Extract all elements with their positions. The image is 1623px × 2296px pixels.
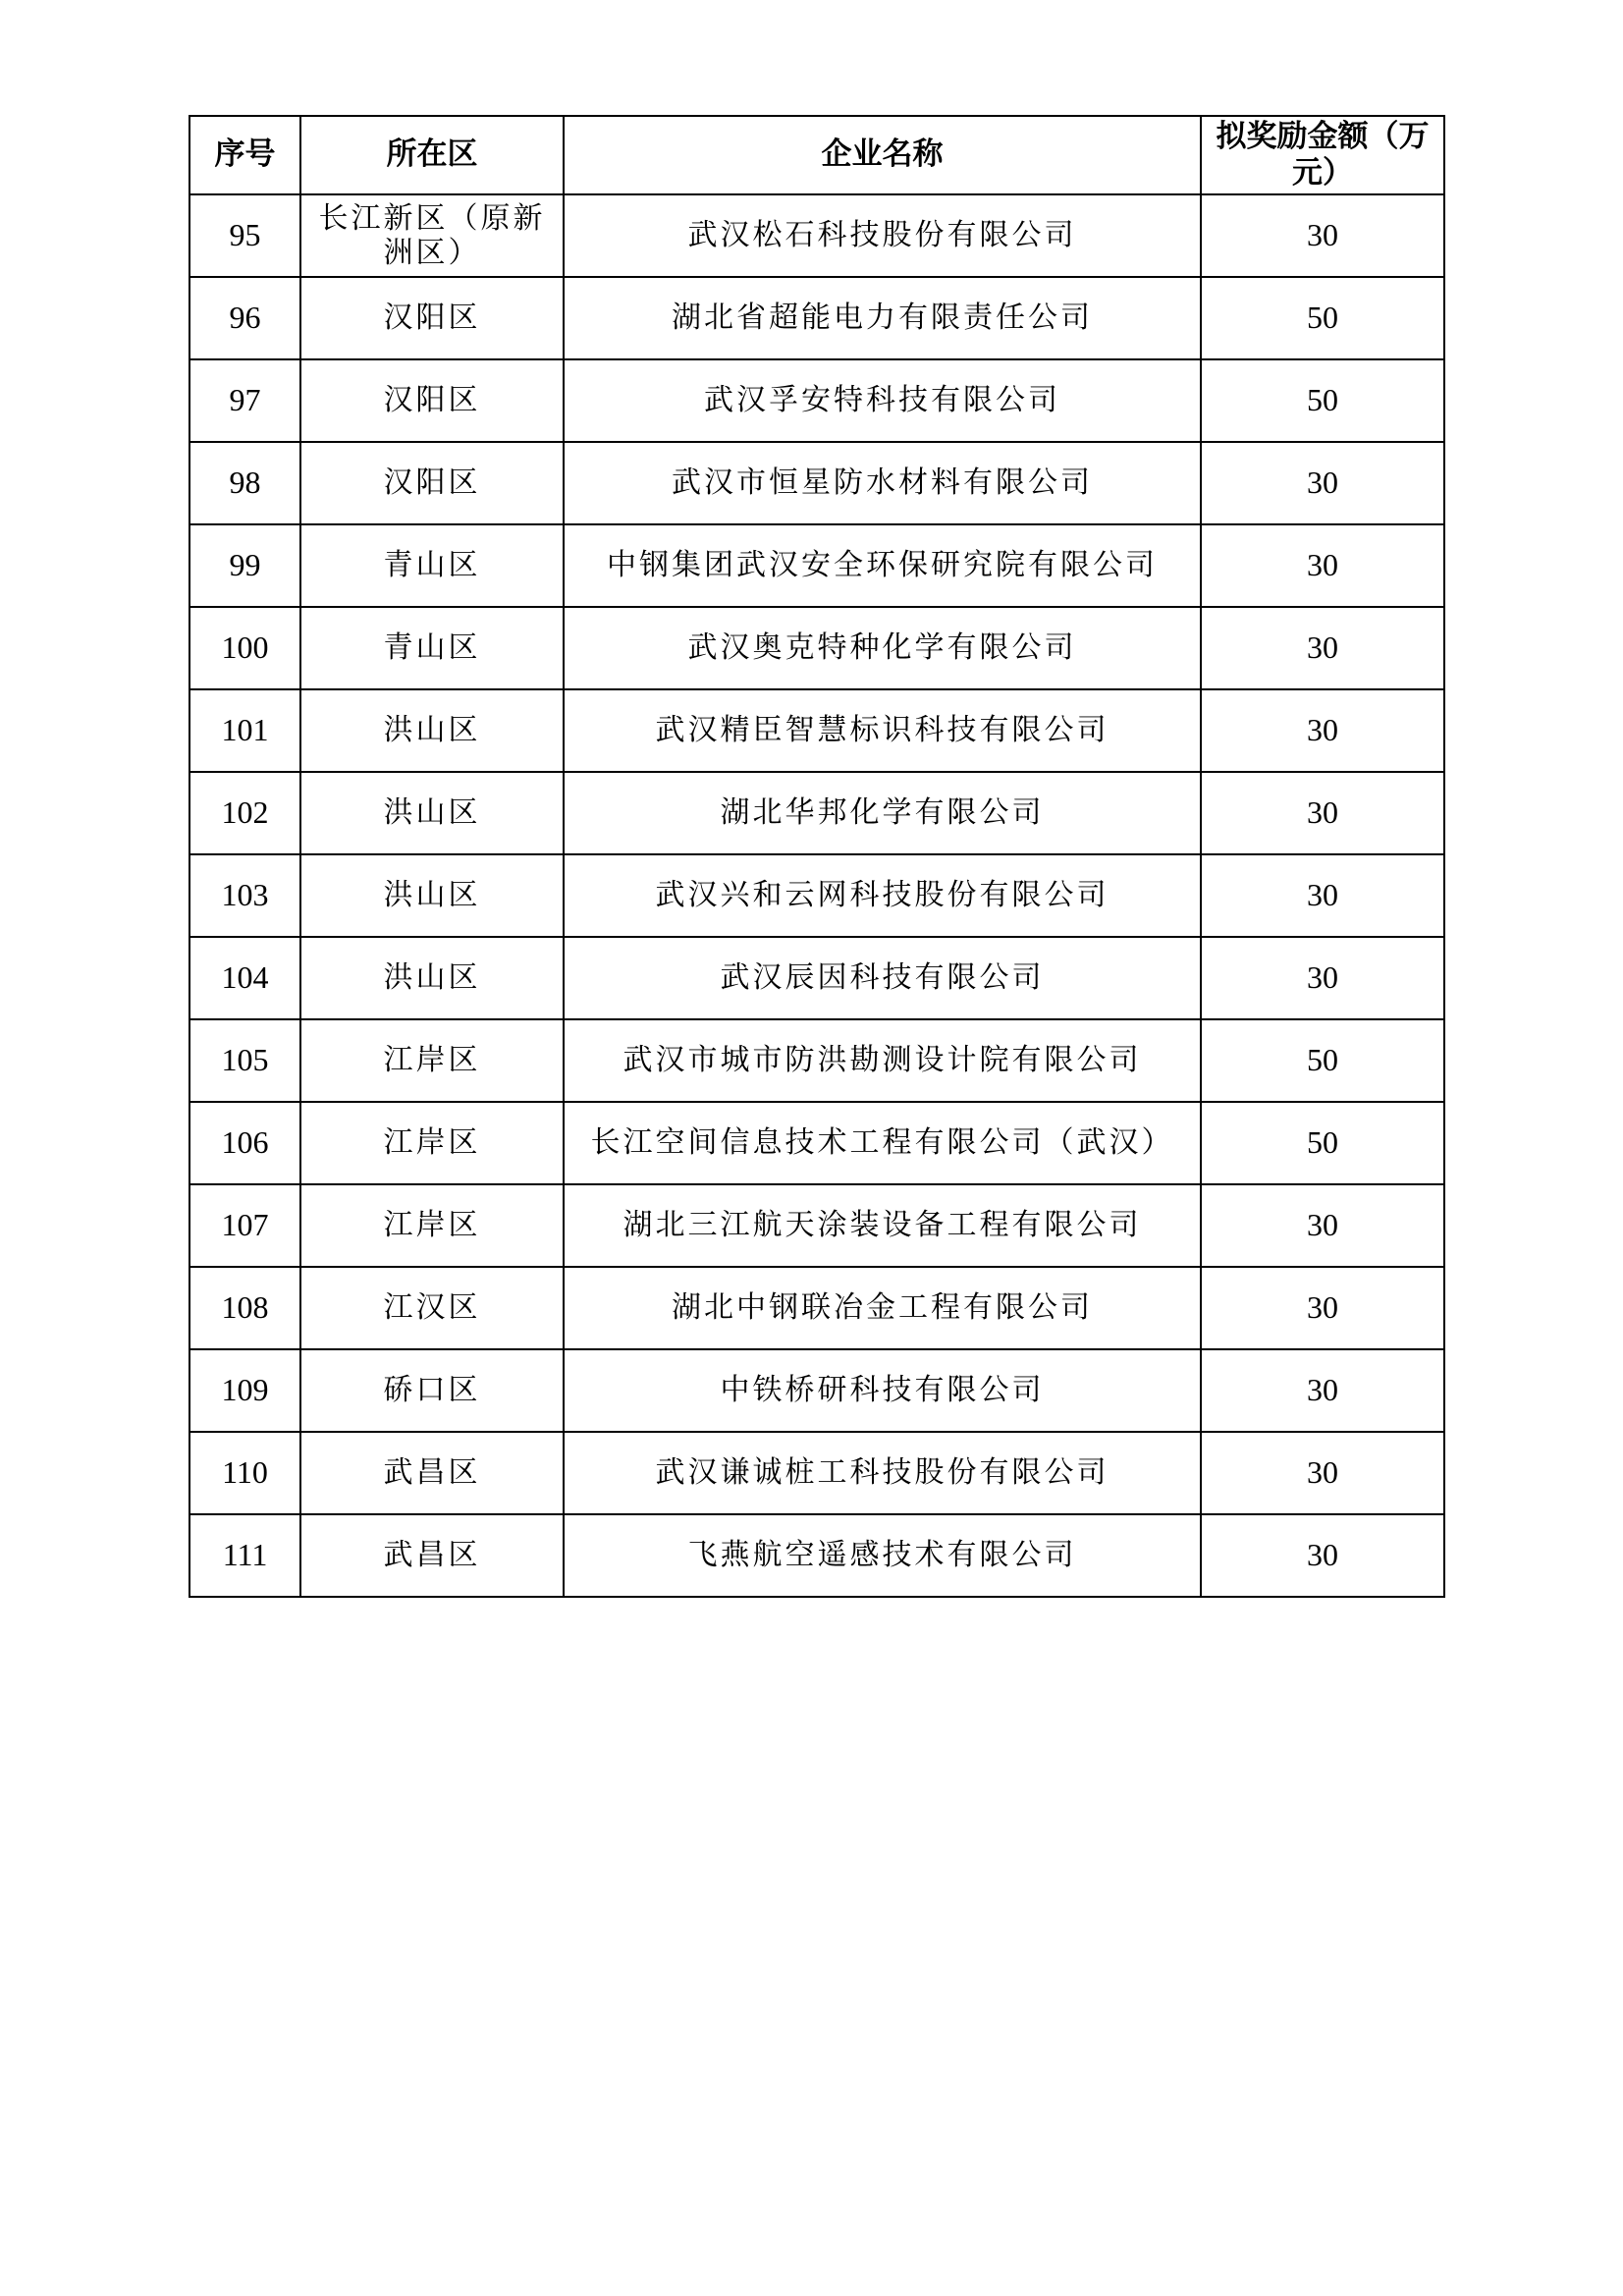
- cell-seq: 102: [189, 772, 300, 854]
- award-table: [189, 115, 1445, 1598]
- cell-district: 江岸区: [300, 1019, 564, 1102]
- cell-company: 中铁桥研科技有限公司: [564, 1349, 1201, 1432]
- cell-district: 汉阳区: [300, 277, 564, 359]
- cell-district: 硚口区: [300, 1349, 564, 1432]
- table-row: [189, 442, 1444, 524]
- cell-district: 洪山区: [300, 772, 564, 854]
- cell-amount: 30: [1201, 1267, 1444, 1349]
- table-row: [189, 1349, 1444, 1432]
- cell-amount: 30: [1201, 937, 1444, 1019]
- table-row: [189, 607, 1444, 689]
- cell-company: 湖北中钢联冶金工程有限公司: [564, 1267, 1201, 1349]
- cell-company: 中钢集团武汉安全环保研究院有限公司: [564, 524, 1201, 607]
- table-row: [189, 359, 1444, 442]
- cell-district: 洪山区: [300, 689, 564, 772]
- cell-seq: 104: [189, 937, 300, 1019]
- cell-seq: 103: [189, 854, 300, 937]
- cell-amount: 30: [1201, 1349, 1444, 1432]
- cell-company: 武汉松石科技股份有限公司: [564, 194, 1201, 277]
- cell-district: 武昌区: [300, 1432, 564, 1514]
- cell-company: 武汉市恒星防水材料有限公司: [564, 442, 1201, 524]
- header-row: [189, 116, 1444, 194]
- cell-seq: 99: [189, 524, 300, 607]
- cell-seq: 106: [189, 1102, 300, 1184]
- cell-district: 洪山区: [300, 937, 564, 1019]
- cell-district: 洪山区: [300, 854, 564, 937]
- cell-company: 湖北华邦化学有限公司: [564, 772, 1201, 854]
- cell-seq: 111: [189, 1514, 300, 1597]
- cell-seq: 98: [189, 442, 300, 524]
- cell-district: 青山区: [300, 607, 564, 689]
- cell-seq: 109: [189, 1349, 300, 1432]
- table-header: [189, 116, 1444, 194]
- cell-seq: 101: [189, 689, 300, 772]
- cell-district: 武昌区: [300, 1514, 564, 1597]
- cell-amount: 30: [1201, 854, 1444, 937]
- cell-amount: 50: [1201, 1019, 1444, 1102]
- cell-company: 长江空间信息技术工程有限公司（武汉）: [564, 1102, 1201, 1184]
- cell-seq: 100: [189, 607, 300, 689]
- table-row: [189, 1432, 1444, 1514]
- cell-seq: 110: [189, 1432, 300, 1514]
- cell-district: 江汉区: [300, 1267, 564, 1349]
- cell-company: 武汉精臣智慧标识科技有限公司: [564, 689, 1201, 772]
- header-company: 企业名称: [564, 116, 1201, 194]
- cell-company: 武汉兴和云网科技股份有限公司: [564, 854, 1201, 937]
- cell-amount: 30: [1201, 524, 1444, 607]
- cell-district: 江岸区: [300, 1102, 564, 1184]
- table-row: [189, 1102, 1444, 1184]
- cell-amount: 30: [1201, 1514, 1444, 1597]
- table-row: [189, 772, 1444, 854]
- table-row: [189, 524, 1444, 607]
- cell-district: 青山区: [300, 524, 564, 607]
- header-district: 所在区: [300, 116, 564, 194]
- table-row: [189, 194, 1444, 277]
- cell-seq: 95: [189, 194, 300, 277]
- cell-company: 飞燕航空遥感技术有限公司: [564, 1514, 1201, 1597]
- cell-seq: 96: [189, 277, 300, 359]
- table-row: [189, 1019, 1444, 1102]
- cell-amount: 30: [1201, 194, 1444, 277]
- cell-seq: 97: [189, 359, 300, 442]
- cell-amount: 30: [1201, 772, 1444, 854]
- table-row: [189, 854, 1444, 937]
- cell-amount: 50: [1201, 277, 1444, 359]
- cell-district: 汉阳区: [300, 442, 564, 524]
- cell-company: 武汉市城市防洪勘测设计院有限公司: [564, 1019, 1201, 1102]
- cell-amount: 30: [1201, 1184, 1444, 1267]
- cell-district: 江岸区: [300, 1184, 564, 1267]
- cell-company: 武汉辰因科技有限公司: [564, 937, 1201, 1019]
- cell-seq: 107: [189, 1184, 300, 1267]
- cell-amount: 30: [1201, 442, 1444, 524]
- cell-company: 湖北三江航天涂装设备工程有限公司: [564, 1184, 1201, 1267]
- cell-company: 武汉谦诚桩工科技股份有限公司: [564, 1432, 1201, 1514]
- cell-district: 长江新区（原新洲区）: [300, 194, 564, 277]
- cell-company: 湖北省超能电力有限责任公司: [564, 277, 1201, 359]
- table-row: [189, 689, 1444, 772]
- cell-seq: 105: [189, 1019, 300, 1102]
- cell-amount: 50: [1201, 359, 1444, 442]
- cell-amount: 30: [1201, 1432, 1444, 1514]
- cell-amount: 50: [1201, 1102, 1444, 1184]
- cell-amount: 30: [1201, 607, 1444, 689]
- table-row: [189, 1267, 1444, 1349]
- cell-company: 武汉孚安特科技有限公司: [564, 359, 1201, 442]
- header-seq: 序号: [189, 116, 300, 194]
- header-amount: 拟奖励金额（万元）: [1201, 116, 1444, 194]
- cell-company: 武汉奥克特种化学有限公司: [564, 607, 1201, 689]
- cell-seq: 108: [189, 1267, 300, 1349]
- table-body: [189, 194, 1444, 1597]
- table-row: [189, 937, 1444, 1019]
- cell-amount: 30: [1201, 689, 1444, 772]
- table-row: [189, 277, 1444, 359]
- table-row: [189, 1184, 1444, 1267]
- table-row: [189, 1514, 1444, 1597]
- cell-district: 汉阳区: [300, 359, 564, 442]
